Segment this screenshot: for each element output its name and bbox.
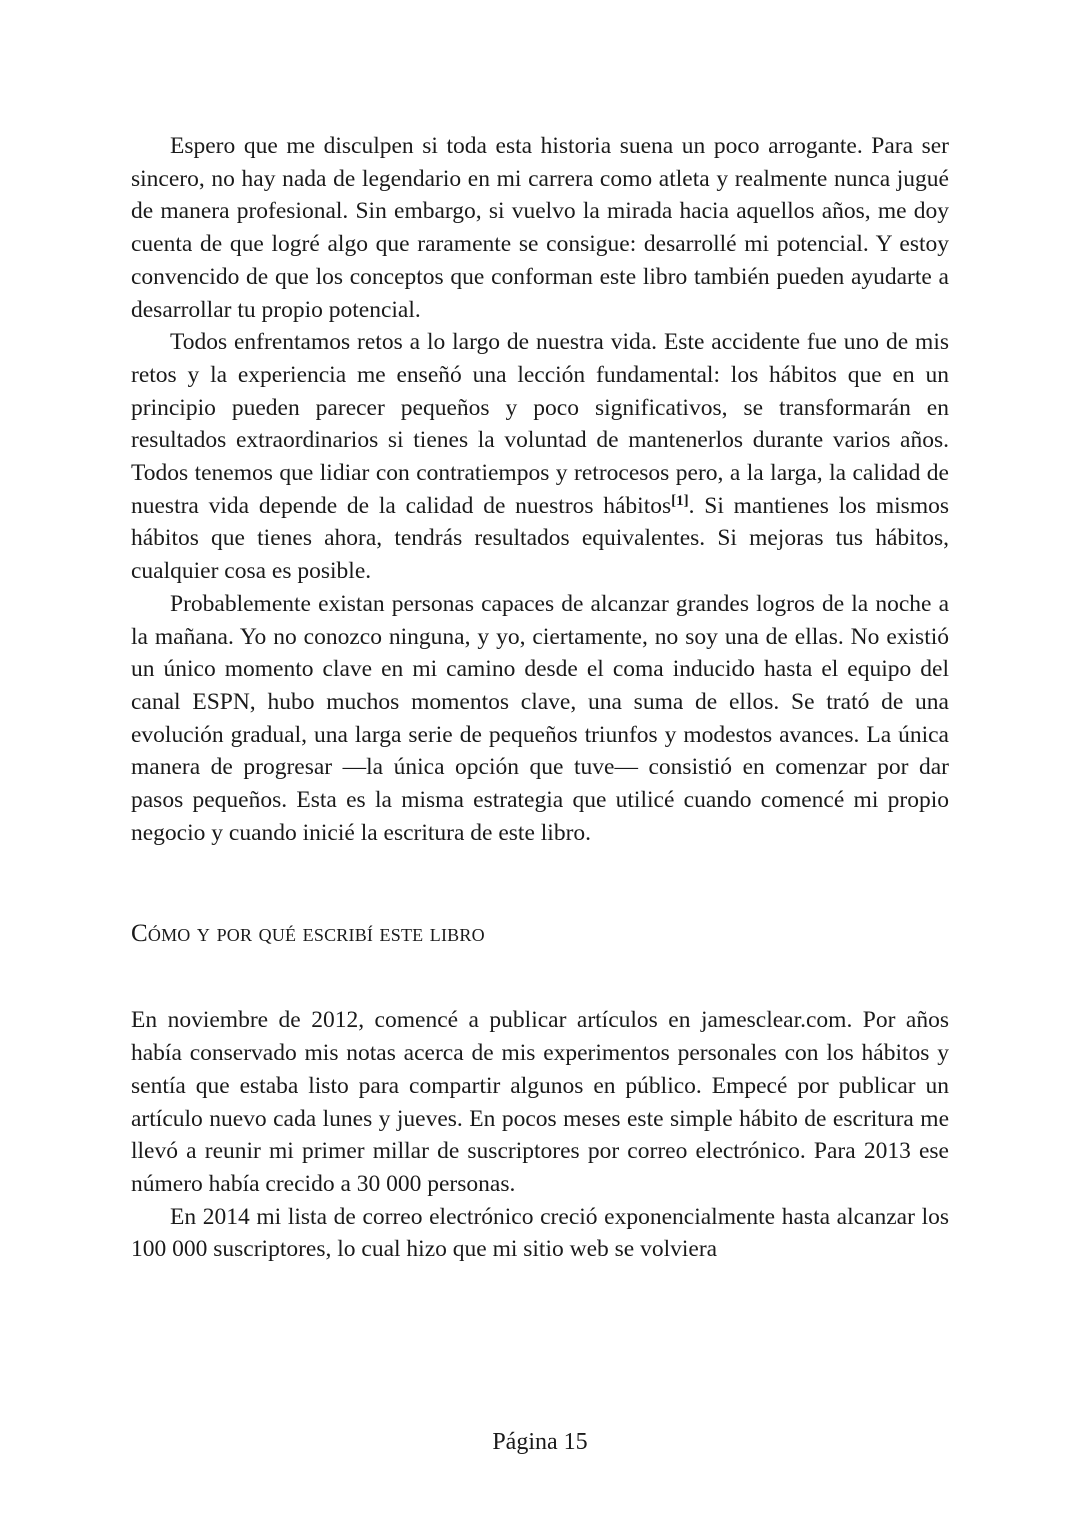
page-number: Página 15 — [492, 1429, 588, 1455]
paragraph-habits — [131, 326, 949, 588]
paragraph-gradual-evolution: Probablemente existan personas capaces de alcanzar grandes logros de la noche a la mañana. Yo no conozco ninguna, y yo, ciertamente, no soy una de ellas. No existió un único momento clave en mi camino desde el coma inducido hasta el equipo del canal ESPN, hubo muchos momentos clave, una suma de ellos. Se trató de una evolución gradual, una larga serie de pequeños triunfos y modestos avances. La única manera de progresar —la única opción que tuve— consistió en comenzar por dar pasos pequeños. Esta es la misma estrategia que utilicé cuando comencé mi propio negocio y cuando inicié la escritura de este libro. — [131, 590, 949, 846]
footnote-reference[interactable]: [1] — [671, 492, 689, 509]
paragraph-habits-text: Todos enfrentamos retos a lo largo de nuestra vida. Este accidente fue uno de mis retos y la experiencia me enseñó una lección fundamental: los hábitos que en un principio pueden parecer pequeños y poco significativos, se transformarán en resultados extraordinarios si tienes la voluntad de mantenerlos durante varios años. Todos tenemos que lidiar con contratiempos y retrocesos pero, a la larga, la calidad de nuestra vida depende de la calidad de nuestros hábitos — [131, 329, 949, 519]
section-heading: Cómo y por qué escribí este libro — [131, 920, 485, 948]
paragraph-habits-text-continued: . Si mantienes los mismos hábitos que tienes ahora, tendrás resultados equivalentes. Si mejoras tus hábitos, cualquier cosa es posible. — [131, 492, 949, 585]
paragraph-arrogance: Espero que me disculpen si toda esta historia suena un poco arrogante. Para ser sincero, no hay nada de legendario en mi carrera como atleta y realmente nunca jugué de manera profesional. Sin embargo, si vuelvo la mirada hacia aquellos años, me doy cuenta de que logré algo que raramente se consigue: desarrollé mi potencial. Y estoy convencido de que los conceptos que conforman este libro también pueden ayudarte a desarrollar tu propio potencial. — [131, 133, 949, 323]
paragraph-blog-start: En noviembre de 2012, comencé a publicar artículos en jamesclear.com. Por años había conservado mis notas acerca de mis experimentos personales con los hábitos y sentía que estaba listo para compartir algunos en público. Empecé por publicar un artículo nuevo cada lunes y jueves. En pocos meses este simple hábito de escritura me llevó a reunir mi primer millar de suscriptores por correo electrónico. Para 2013 ese número había crecido a 30 000 personas. — [131, 1007, 949, 1197]
page-body — [131, 130, 949, 1266]
paragraph-email-list: En 2014 mi lista de correo electrónico creció exponencialmente hasta alcanzar los 100 000 suscriptores, lo cual hizo que mi sitio web se volviera — [131, 1203, 949, 1263]
